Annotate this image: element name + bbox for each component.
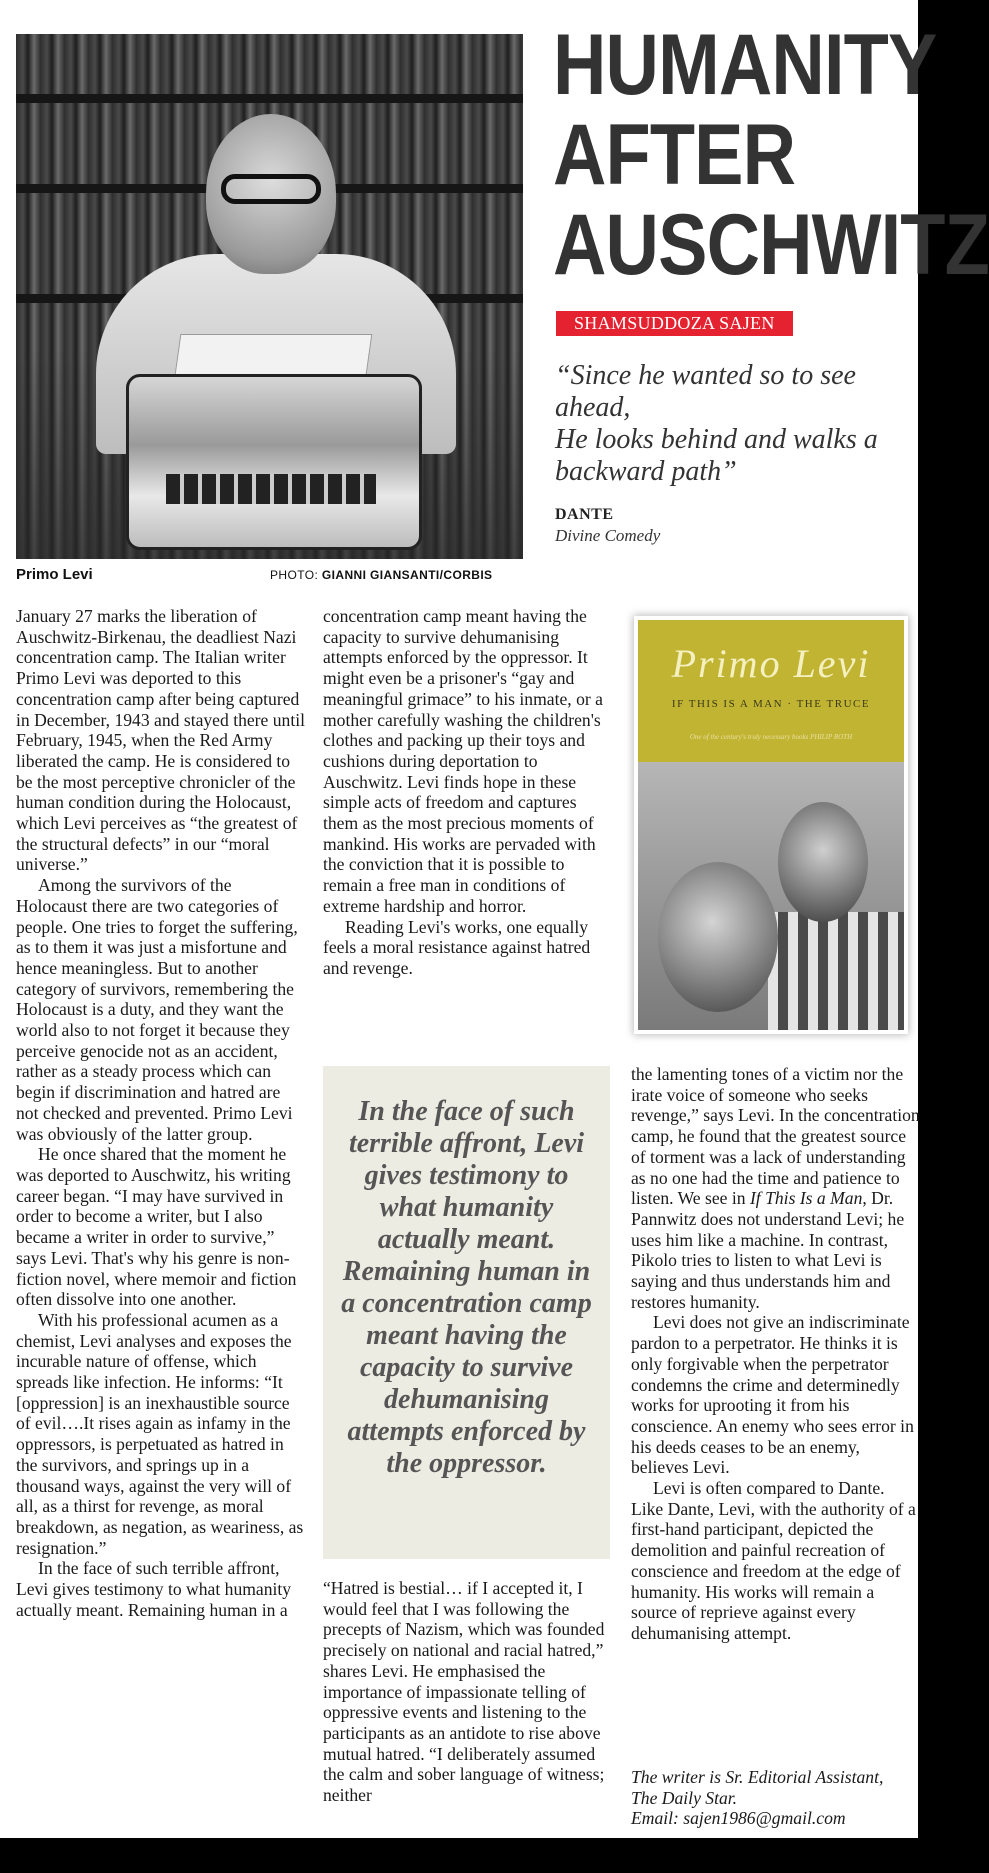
photo-credit-prefix: PHOTO:	[270, 568, 319, 582]
headline-line-2: AFTER	[553, 107, 796, 203]
photo-typewriter-keys	[166, 474, 376, 504]
text-run: the lamenting tones of a victim nor the irate voice of someone who seeks revenge,” says Levi. In the concentration camp, he found that the greatest source of torment was a lack of understanding as no one had the time and patience to listen. We see in	[631, 1064, 920, 1209]
cover-face	[778, 802, 868, 922]
paragraph: concentration camp meant having the capacity to survive dehumanising attempts enforced by the oppressor. It might even be a prisoner's “gay and meaningful grimace” to his inmate, or a mother carefully washing the children's clothes and packing up their toys and cushions during deportation to Auschwitz. Levi finds hope in these simple acts of freedom and captures them as the most precious moments of mankind. His works are pervaded with the conviction that it is possible to remain a free man in conditions of extreme hardship and horror.	[323, 606, 603, 916]
paragraph: “Hatred is bestial… if I accepted it, I would feel that I was following the precepts of Nazism, which was founded precisely on national and racial hatred,” shares Levi. He emphasised the importance of impassionate telling of oppressive events and listening to the participants as an antidote to rise above mutual hatred. “I deliberately assumed the calm and sober language of witness; neither	[323, 1578, 605, 1806]
author-signoff	[631, 1767, 921, 1829]
book-title-ref: If This Is a Man	[749, 1188, 863, 1209]
book-cover-author: Primo Levi	[671, 641, 871, 686]
epigraph-quote: “Since he wanted so to see ahead, He looks behind and walks a backward path”	[555, 360, 878, 487]
epigraph-source: Divine Comedy	[555, 526, 661, 545]
paragraph: He once shared that the moment he was deported to Auschwitz, his writing career began. “I may have survived in order to become a writer, but I also became a writer in order to survive,” says Levi. That's why his genre is non-fiction novel, where memoir and fiction often dissolve into one another.	[16, 1144, 297, 1310]
byline: SHAMSUDDOZA SAJEN	[556, 311, 793, 336]
book-cover-image	[638, 620, 904, 1030]
column-3	[631, 1064, 921, 1644]
signoff-email: Email: sajen1986@gmail.com	[631, 1808, 846, 1829]
paragraph: Levi is often compared to Dante. Like Dante, Levi, with the authority of a first-hand participant, depicted the demolition and painful recreation of conscience and freedom at the edge of humanity. His works will remain a source of reprieve against every dehumanising attempt.	[631, 1478, 916, 1643]
book-cover-title: IF THIS IS A MAN · THE TRUCE	[671, 698, 871, 710]
photo-typewriter	[126, 374, 422, 550]
primo-levi-photo	[16, 34, 523, 559]
paragraph	[631, 1064, 921, 1312]
column-1	[16, 606, 306, 1620]
photo-credit	[270, 568, 492, 582]
epigraph-author: DANTE	[555, 506, 614, 523]
column-2-top	[323, 606, 613, 979]
book-cover-blurb: One of the century's truly necessary books PHILIP ROTH	[689, 733, 853, 741]
cover-face	[658, 862, 778, 1012]
headline	[553, 17, 989, 293]
photo-credit-name: GIANNI GIANSANTI/CORBIS	[321, 568, 493, 582]
book-cover-photo	[638, 762, 904, 1030]
photo-glasses	[221, 174, 321, 204]
bookshelf-shelf	[16, 94, 523, 103]
headline-line-1: HUMANITY	[553, 17, 937, 113]
paragraph: Levi does not give an indiscriminate pardon to a perpetrator. He thinks it is only forgivable when the perpetrator condemns the crime and determinedly works for uprooting it from his conscience. An enemy who sees error in his deeds ceases to be an enemy, believes Levi.	[631, 1312, 914, 1478]
paragraph: With his professional acumen as a chemist, Levi analyses and exposes the incurable nature of offense, which spreads like infection. He informs: “It [oppression] is an inexhaustible source of evil….It rises again as infamy in the oppressors, is perpetuated as hatred in the survivors, and springs up in a thousand ways, against the very will of all, as a thirst for revenge, as moral breakdown, as negation, as weariness, as resignation.”	[16, 1309, 304, 1558]
column-2-bottom	[323, 1578, 613, 1806]
photo-caption: Primo Levi	[16, 566, 93, 583]
book-cover-header	[638, 620, 904, 762]
paragraph: January 27 marks the liberation of Auschwitz-Birkenau, the deadliest Nazi concentration camp. The Italian writer Primo Levi was deported to this concentration camp after being captured in December, 1943 and stayed there until February, 1945, when the Red Army liberated the camp. He is considered to be the most perceptive chronicler of the human condition during the Holocaust, which Levi perceives as “the greatest of the structural defects” in our “moral universe.”	[16, 606, 306, 875]
headline-line-3: AUSCHWITZ	[553, 197, 989, 293]
paragraph: Among the survivors of the Holocaust there are two categories of people. One tries to forget the suffering, as to them it was just a misfortune and hence meaningless. But to another category of survivors, remembering the Holocaust is a duty, and they want the world also to not forget it because they perceive genocide not as an accident, rather as a steady process which can begin if discrimination and hatred are not checked and prevented. Primo Levi was obviously of the latter group.	[16, 875, 298, 1144]
pullquote-text: In the face of such terrible affront, Levi gives testimony to what humanity actually meant. Remaining human in a concentration camp meant having the capacity to survive dehumanising attempts enforced by the oppressor.	[341, 1096, 592, 1479]
paragraph: In the face of such terrible affront, Levi gives testimony to what humanity actually meant. Remaining human in a	[16, 1558, 292, 1620]
signoff-line-1: The writer is Sr. Editorial Assistant,	[631, 1767, 884, 1787]
paragraph: Reading Levi's works, one equally feels a moral resistance against hatred and revenge.	[323, 916, 591, 978]
signoff-line-2: The Daily Star.	[631, 1787, 738, 1808]
cover-prisoner-uniform	[768, 912, 904, 1030]
text-run: , Dr. Pannwitz does not understand Levi; he uses him like a machine. In contrast, Pikolo tries to listen to what Levi is saying and thus understands him and restores humanity.	[631, 1188, 905, 1312]
pullquote-box	[323, 1066, 610, 1559]
